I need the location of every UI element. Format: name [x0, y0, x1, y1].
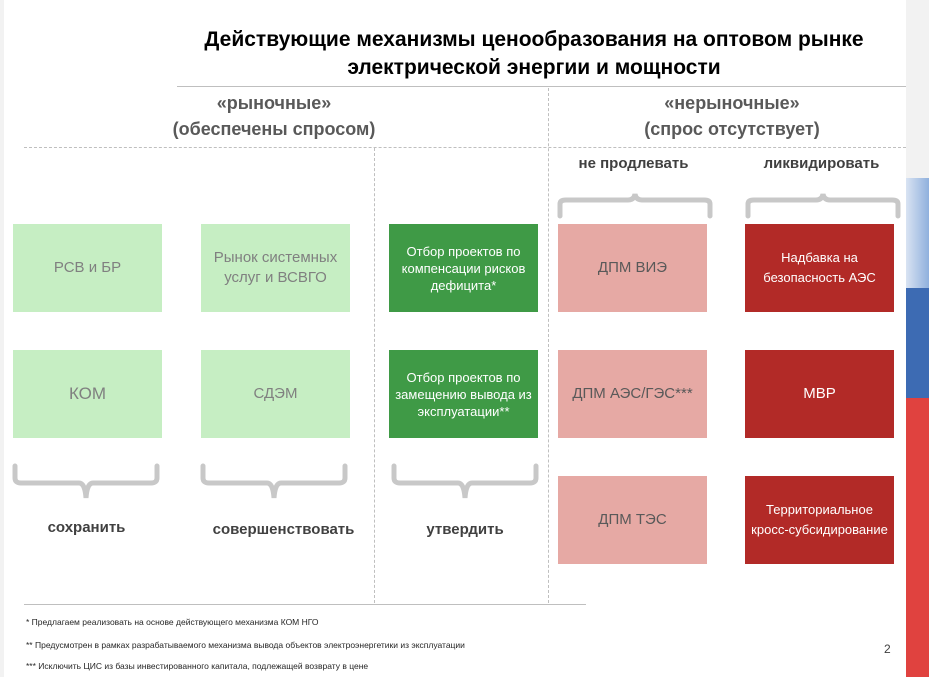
top-brace-liquidate [744, 190, 904, 220]
nonmarket-header [582, 90, 882, 142]
bottom-brace-improve [199, 462, 351, 502]
flag-stripe-blue [906, 288, 929, 398]
bottom-brace-keep [11, 462, 163, 502]
footnote-2: ** Предусмотрен в рамках разрабатываемого механизма вывода объектов электроэнергетики из эксплуатации [26, 640, 465, 650]
footnote-1: * Предлагаем реализовать на основе действующего механизма КОМ НГО [26, 617, 319, 627]
dpm-tes-box: ДПМ ТЭС [558, 476, 707, 564]
no-extend-label: не продлевать [578, 155, 689, 172]
liquidate-label: ликвидировать [763, 155, 880, 172]
bottom-brace-approve [390, 462, 542, 502]
slide-title [4, 26, 929, 82]
system-services-box: Рынок системных услуг и ВСВГО [201, 224, 350, 312]
slide [4, 0, 906, 677]
aes-premium-box: Надбавка на безопасность АЭС [745, 224, 894, 312]
mvr-box: МВР [745, 350, 894, 438]
footnote-divider [24, 604, 586, 605]
top-brace-no-extend [556, 190, 716, 220]
deficit-selection-box: Отбор проектов по компенсации рисков дефицита* [389, 224, 538, 312]
title-divider [177, 86, 906, 87]
nonmarket-header-line-1: «нерыночные» [664, 93, 800, 113]
column-divider-left [374, 148, 375, 603]
rsv-box: РСВ и БР [13, 224, 162, 312]
nonmarket-header-line-2: (спрос отсутствует) [644, 119, 820, 139]
market-header-line-1: «рыночные» [216, 93, 332, 113]
kom-box: КОМ [13, 350, 162, 438]
market-header-line-2: (обеспечены спросом) [172, 119, 376, 139]
footnote-3: *** Исключить ЦИС из базы инвестированного капитала, подлежащей возврату в цене [26, 661, 369, 671]
title-line-2: электрической энергии и мощности [347, 56, 721, 79]
improve-label: совершенствовать [212, 521, 355, 538]
replacement-selection-box: Отбор проектов по замещению вывода из эксплуатации** [389, 350, 538, 438]
sdem-box: СДЭМ [201, 350, 350, 438]
dpm-vie-box: ДПМ ВИЭ [558, 224, 707, 312]
page-number: 2 [884, 642, 891, 656]
flag-stripe-red [906, 398, 929, 677]
market-header [124, 90, 424, 142]
cross-subsidy-box: Территориальное кросс-субсидирование [745, 476, 894, 564]
flag-stripe-white [906, 178, 929, 288]
header-divider [24, 147, 906, 148]
keep-label: сохранить [47, 519, 126, 536]
title-line-1: Действующие механизмы ценообразования на оптовом рынке [204, 28, 864, 51]
approve-label: утвердить [426, 521, 504, 538]
column-divider-right [548, 88, 549, 603]
dpm-aes-box: ДПМ АЭС/ГЭС*** [558, 350, 707, 438]
